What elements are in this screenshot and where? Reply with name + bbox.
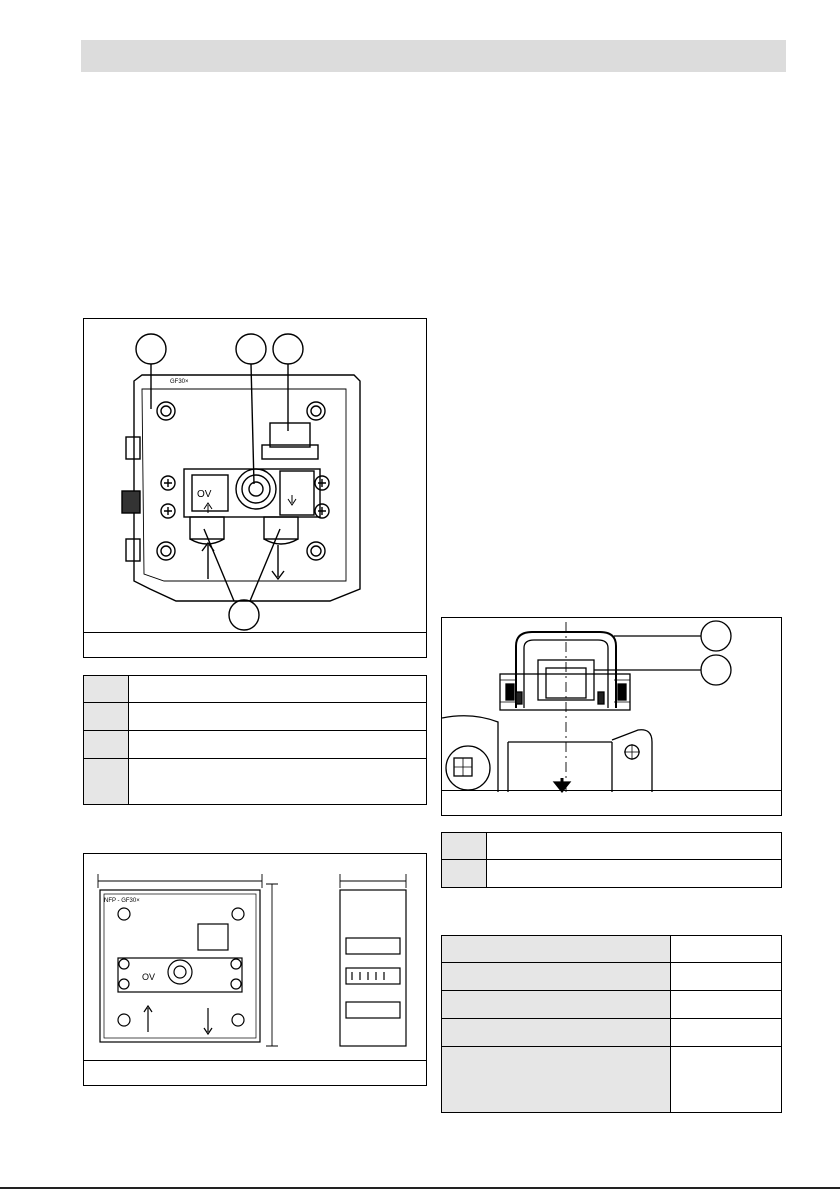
legend-text: [129, 731, 427, 759]
legend-row: [442, 833, 782, 860]
legend-text: [487, 833, 782, 860]
figure-caption: [84, 1060, 426, 1085]
spec-row: [442, 1019, 782, 1047]
legend-row: [84, 676, 427, 703]
spec-row: [442, 936, 782, 963]
model-label: NFP - GF30×: [104, 898, 140, 904]
legend-text: [129, 676, 427, 703]
spec-value: [671, 1019, 782, 1047]
valve-label: OV: [142, 972, 156, 982]
valve-unit-drawing: [84, 319, 428, 659]
spec-row: [442, 1047, 782, 1113]
dimension-drawing: [84, 854, 428, 1087]
legend-text: [129, 703, 427, 731]
spec-value: [671, 1047, 782, 1113]
spec-value: [671, 963, 782, 991]
legend-key: [84, 703, 129, 731]
figure-cap-section: [441, 617, 782, 816]
legend-row: [442, 860, 782, 888]
section-header-bar: [81, 40, 786, 72]
figure-caption: [442, 790, 781, 815]
spec-label: [442, 963, 671, 991]
figure-caption: [84, 632, 426, 657]
valve-label: OV: [197, 489, 212, 500]
model-label: GF30×: [170, 379, 189, 385]
legend-key: [84, 731, 129, 759]
cap-section-drawing: [442, 618, 783, 817]
legend-row: [84, 731, 427, 759]
spec-value: [671, 936, 782, 963]
spec-label: [442, 936, 671, 963]
legend-key: [84, 676, 129, 703]
legend-key: [442, 833, 487, 860]
legend-text: [129, 759, 427, 805]
legend-row: [84, 703, 427, 731]
spec-row: [442, 963, 782, 991]
legend-text: [487, 860, 782, 888]
legend-table-cap-section: [441, 832, 782, 888]
figure-dimensions: [83, 853, 427, 1086]
legend-key: [442, 860, 487, 888]
legend-row: [84, 759, 427, 805]
figure-valve-unit: [83, 318, 427, 658]
specification-table: [441, 935, 782, 1113]
legend-table-valve-unit: [83, 675, 427, 805]
page-bottom-rule: [0, 1187, 840, 1189]
legend-key: [84, 759, 129, 805]
spec-value: [671, 991, 782, 1019]
spec-label: [442, 1019, 671, 1047]
spec-row: [442, 991, 782, 1019]
spec-label: [442, 1047, 671, 1113]
spec-label: [442, 991, 671, 1019]
